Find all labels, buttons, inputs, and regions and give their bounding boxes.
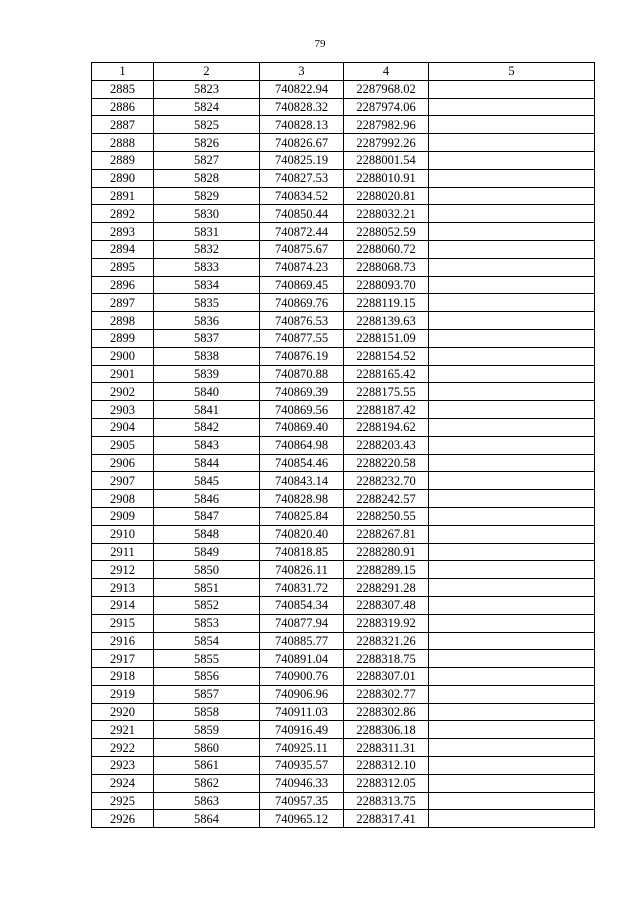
table-cell-col-1: 2912 xyxy=(92,561,154,579)
table-cell-col-1: 2898 xyxy=(92,312,154,330)
table-cell-col-5 xyxy=(429,721,595,739)
table-cell-col-4: 2288289.15 xyxy=(344,561,429,579)
table-row xyxy=(92,507,595,525)
table-row xyxy=(92,632,595,650)
table-cell-col-2: 5842 xyxy=(154,418,260,436)
table-cell-col-1: 2888 xyxy=(92,134,154,152)
table-row xyxy=(92,401,595,419)
table-cell-col-1: 2889 xyxy=(92,151,154,169)
table-cell-col-3: 740827.53 xyxy=(260,169,344,187)
table-cell-col-4: 2288280.91 xyxy=(344,543,429,561)
table-row xyxy=(92,98,595,116)
table-row xyxy=(92,294,595,312)
table-cell-col-1: 2909 xyxy=(92,507,154,525)
table-cell-col-4: 2288119.15 xyxy=(344,294,429,312)
table-cell-col-4: 2288250.55 xyxy=(344,507,429,525)
table-cell-col-5 xyxy=(429,134,595,152)
table-cell-col-3: 740825.19 xyxy=(260,151,344,169)
table-cell-col-4: 2288319.92 xyxy=(344,614,429,632)
table-row xyxy=(92,436,595,454)
table-cell-col-5 xyxy=(429,151,595,169)
table-cell-col-3: 740831.72 xyxy=(260,579,344,597)
table-cell-col-2: 5830 xyxy=(154,205,260,223)
table-cell-col-5 xyxy=(429,98,595,116)
table-cell-col-1: 2897 xyxy=(92,294,154,312)
table-row xyxy=(92,383,595,401)
table-header-row xyxy=(92,63,595,81)
table-cell-col-5 xyxy=(429,116,595,134)
table-row xyxy=(92,650,595,668)
table-cell-col-1: 2924 xyxy=(92,774,154,792)
table-cell-col-5 xyxy=(429,703,595,721)
table-row xyxy=(92,703,595,721)
table-cell-col-2: 5852 xyxy=(154,596,260,614)
table-row xyxy=(92,312,595,330)
table-cell-col-3: 740843.14 xyxy=(260,472,344,490)
table-cell-col-5 xyxy=(429,507,595,525)
table-cell-col-2: 5862 xyxy=(154,774,260,792)
table-cell-col-5 xyxy=(429,312,595,330)
table-row xyxy=(92,472,595,490)
table-cell-col-4: 2288032.21 xyxy=(344,205,429,223)
table-cell-col-5 xyxy=(429,329,595,347)
table-cell-col-5 xyxy=(429,650,595,668)
table-cell-col-4: 2288312.05 xyxy=(344,774,429,792)
table-cell-col-2: 5841 xyxy=(154,401,260,419)
table-cell-col-1: 2890 xyxy=(92,169,154,187)
table-cell-col-3: 740885.77 xyxy=(260,632,344,650)
table-cell-col-3: 740869.39 xyxy=(260,383,344,401)
table-cell-col-4: 2288020.81 xyxy=(344,187,429,205)
table-cell-col-5 xyxy=(429,401,595,419)
table-row xyxy=(92,347,595,365)
table-cell-col-2: 5855 xyxy=(154,650,260,668)
table-cell-col-1: 2885 xyxy=(92,80,154,98)
table-cell-col-4: 2288306.18 xyxy=(344,721,429,739)
table-cell-col-5 xyxy=(429,614,595,632)
table-row xyxy=(92,418,595,436)
coordinates-table xyxy=(91,62,595,828)
table-cell-col-1: 2901 xyxy=(92,365,154,383)
page-number: 79 xyxy=(314,38,326,50)
table-cell-col-2: 5860 xyxy=(154,739,260,757)
table-cell-col-1: 2910 xyxy=(92,525,154,543)
table-cell-col-2: 5861 xyxy=(154,757,260,775)
table-cell-col-5 xyxy=(429,436,595,454)
table-cell-col-2: 5845 xyxy=(154,472,260,490)
table-row xyxy=(92,240,595,258)
table-cell-col-3: 740876.19 xyxy=(260,347,344,365)
table-cell-col-4: 2288307.48 xyxy=(344,596,429,614)
table-cell-col-3: 740911.03 xyxy=(260,703,344,721)
table-cell-col-2: 5851 xyxy=(154,579,260,597)
column-header-2: 2 xyxy=(154,63,260,81)
table-row xyxy=(92,757,595,775)
table-cell-col-2: 5825 xyxy=(154,116,260,134)
table-cell-col-2: 5846 xyxy=(154,490,260,508)
table-cell-col-5 xyxy=(429,774,595,792)
table-cell-col-2: 5833 xyxy=(154,258,260,276)
table-cell-col-5 xyxy=(429,810,595,828)
table-cell-col-3: 740877.55 xyxy=(260,329,344,347)
table-row xyxy=(92,187,595,205)
table-cell-col-4: 2288151.09 xyxy=(344,329,429,347)
table-cell-col-3: 740877.94 xyxy=(260,614,344,632)
table-cell-col-4: 2288291.28 xyxy=(344,579,429,597)
table-cell-col-1: 2919 xyxy=(92,685,154,703)
table-cell-col-5 xyxy=(429,525,595,543)
table-cell-col-2: 5827 xyxy=(154,151,260,169)
table-cell-col-2: 5850 xyxy=(154,561,260,579)
table-row xyxy=(92,134,595,152)
table-cell-col-4: 2288242.57 xyxy=(344,490,429,508)
table-cell-col-5 xyxy=(429,668,595,686)
table-cell-col-5 xyxy=(429,561,595,579)
table-cell-col-5 xyxy=(429,205,595,223)
table-cell-col-5 xyxy=(429,240,595,258)
table-cell-col-3: 740900.76 xyxy=(260,668,344,686)
table-cell-col-3: 740872.44 xyxy=(260,223,344,241)
table-cell-col-3: 740834.52 xyxy=(260,187,344,205)
table-cell-col-1: 2902 xyxy=(92,383,154,401)
table-cell-col-3: 740870.88 xyxy=(260,365,344,383)
table-row xyxy=(92,258,595,276)
table-cell-col-5 xyxy=(429,347,595,365)
table-cell-col-3: 740854.46 xyxy=(260,454,344,472)
table-cell-col-5 xyxy=(429,169,595,187)
table-cell-col-2: 5826 xyxy=(154,134,260,152)
table-cell-col-4: 2288267.81 xyxy=(344,525,429,543)
table-cell-col-5 xyxy=(429,418,595,436)
table-cell-col-4: 2288165.42 xyxy=(344,365,429,383)
table-cell-col-3: 740906.96 xyxy=(260,685,344,703)
table-cell-col-2: 5840 xyxy=(154,383,260,401)
table-cell-col-3: 740925.11 xyxy=(260,739,344,757)
table-cell-col-4: 2287992.26 xyxy=(344,134,429,152)
table-cell-col-3: 740828.98 xyxy=(260,490,344,508)
table-cell-col-4: 2288093.70 xyxy=(344,276,429,294)
table-cell-col-5 xyxy=(429,792,595,810)
table-cell-col-5 xyxy=(429,757,595,775)
table-cell-col-5 xyxy=(429,294,595,312)
table-cell-col-4: 2288318.75 xyxy=(344,650,429,668)
table-cell-col-5 xyxy=(429,223,595,241)
table-cell-col-4: 2287974.06 xyxy=(344,98,429,116)
table-cell-col-4: 2288302.77 xyxy=(344,685,429,703)
table-cell-col-5 xyxy=(429,365,595,383)
table-cell-col-1: 2925 xyxy=(92,792,154,810)
table-cell-col-1: 2918 xyxy=(92,668,154,686)
table-cell-col-1: 2908 xyxy=(92,490,154,508)
table-cell-col-4: 2288307.01 xyxy=(344,668,429,686)
table-cell-col-5 xyxy=(429,596,595,614)
table-cell-col-4: 2288187.42 xyxy=(344,401,429,419)
table-cell-col-1: 2895 xyxy=(92,258,154,276)
table-cell-col-1: 2906 xyxy=(92,454,154,472)
table-cell-col-3: 740916.49 xyxy=(260,721,344,739)
table-cell-col-2: 5854 xyxy=(154,632,260,650)
table-cell-col-3: 740869.56 xyxy=(260,401,344,419)
table-cell-col-2: 5829 xyxy=(154,187,260,205)
table-cell-col-1: 2911 xyxy=(92,543,154,561)
table-row xyxy=(92,365,595,383)
table-row xyxy=(92,792,595,810)
table-cell-col-2: 5824 xyxy=(154,98,260,116)
table-cell-col-5 xyxy=(429,632,595,650)
table-cell-col-5 xyxy=(429,80,595,98)
table-cell-col-3: 740957.35 xyxy=(260,792,344,810)
table-cell-col-3: 740825.84 xyxy=(260,507,344,525)
table-cell-col-1: 2926 xyxy=(92,810,154,828)
table-row xyxy=(92,329,595,347)
table-cell-col-2: 5848 xyxy=(154,525,260,543)
table-cell-col-3: 740854.34 xyxy=(260,596,344,614)
table-cell-col-2: 5858 xyxy=(154,703,260,721)
column-header-1: 1 xyxy=(92,63,154,81)
table-cell-col-2: 5849 xyxy=(154,543,260,561)
table-row xyxy=(92,810,595,828)
column-header-5: 5 xyxy=(429,63,595,81)
column-header-3: 3 xyxy=(260,63,344,81)
table-cell-col-4: 2288068.73 xyxy=(344,258,429,276)
table-cell-col-1: 2893 xyxy=(92,223,154,241)
table-cell-col-2: 5843 xyxy=(154,436,260,454)
table-cell-col-3: 740850.44 xyxy=(260,205,344,223)
table-cell-col-4: 2288052.59 xyxy=(344,223,429,241)
table-cell-col-2: 5832 xyxy=(154,240,260,258)
table-cell-col-3: 740828.13 xyxy=(260,116,344,134)
table-row xyxy=(92,169,595,187)
table-cell-col-4: 2288220.58 xyxy=(344,454,429,472)
table-row xyxy=(92,596,595,614)
table-row xyxy=(92,614,595,632)
table-cell-col-5 xyxy=(429,685,595,703)
table-cell-col-2: 5838 xyxy=(154,347,260,365)
table-cell-col-4: 2288175.55 xyxy=(344,383,429,401)
table-row xyxy=(92,739,595,757)
table-cell-col-1: 2896 xyxy=(92,276,154,294)
table-cell-col-1: 2915 xyxy=(92,614,154,632)
table-cell-col-3: 740869.76 xyxy=(260,294,344,312)
table-cell-col-4: 2288313.75 xyxy=(344,792,429,810)
table-body xyxy=(92,80,595,827)
table-row xyxy=(92,561,595,579)
table-row xyxy=(92,223,595,241)
table-cell-col-4: 2288312.10 xyxy=(344,757,429,775)
table-cell-col-1: 2891 xyxy=(92,187,154,205)
table-cell-col-4: 2288194.62 xyxy=(344,418,429,436)
table-row xyxy=(92,151,595,169)
table-cell-col-2: 5856 xyxy=(154,668,260,686)
table-cell-col-1: 2899 xyxy=(92,329,154,347)
table-cell-col-1: 2894 xyxy=(92,240,154,258)
table-cell-col-4: 2288001.54 xyxy=(344,151,429,169)
table-cell-col-4: 2288232.70 xyxy=(344,472,429,490)
table-cell-col-3: 740828.32 xyxy=(260,98,344,116)
table-cell-col-1: 2892 xyxy=(92,205,154,223)
table-cell-col-1: 2900 xyxy=(92,347,154,365)
table-cell-col-2: 5857 xyxy=(154,685,260,703)
table-cell-col-1: 2916 xyxy=(92,632,154,650)
table-cell-col-3: 740820.40 xyxy=(260,525,344,543)
table-row xyxy=(92,543,595,561)
table-cell-col-1: 2921 xyxy=(92,721,154,739)
table-cell-col-2: 5847 xyxy=(154,507,260,525)
table-cell-col-4: 2288311.31 xyxy=(344,739,429,757)
table-row xyxy=(92,579,595,597)
table-row xyxy=(92,454,595,472)
table-cell-col-2: 5836 xyxy=(154,312,260,330)
table-cell-col-3: 740875.67 xyxy=(260,240,344,258)
table-row xyxy=(92,774,595,792)
table-cell-col-2: 5831 xyxy=(154,223,260,241)
table-cell-col-4: 2288060.72 xyxy=(344,240,429,258)
table-row xyxy=(92,685,595,703)
table-cell-col-5 xyxy=(429,490,595,508)
table-cell-col-4: 2288154.52 xyxy=(344,347,429,365)
table-cell-col-3: 740876.53 xyxy=(260,312,344,330)
table-cell-col-1: 2917 xyxy=(92,650,154,668)
table-cell-col-1: 2913 xyxy=(92,579,154,597)
table-cell-col-5 xyxy=(429,579,595,597)
table-cell-col-4: 2288302.86 xyxy=(344,703,429,721)
table-cell-col-3: 740935.57 xyxy=(260,757,344,775)
table-row xyxy=(92,721,595,739)
table-row xyxy=(92,525,595,543)
table-row xyxy=(92,205,595,223)
table-cell-col-3: 740965.12 xyxy=(260,810,344,828)
table-cell-col-3: 740874.23 xyxy=(260,258,344,276)
table-cell-col-1: 2920 xyxy=(92,703,154,721)
table-cell-col-4: 2287968.02 xyxy=(344,80,429,98)
table-row xyxy=(92,276,595,294)
table-cell-col-5 xyxy=(429,276,595,294)
table-cell-col-5 xyxy=(429,543,595,561)
table-cell-col-2: 5837 xyxy=(154,329,260,347)
table-cell-col-2: 5864 xyxy=(154,810,260,828)
table-cell-col-2: 5859 xyxy=(154,721,260,739)
table-cell-col-2: 5835 xyxy=(154,294,260,312)
table-cell-col-3: 740826.11 xyxy=(260,561,344,579)
table-cell-col-4: 2288010.91 xyxy=(344,169,429,187)
table-cell-col-1: 2914 xyxy=(92,596,154,614)
table-cell-col-1: 2887 xyxy=(92,116,154,134)
table-cell-col-1: 2922 xyxy=(92,739,154,757)
table-cell-col-1: 2904 xyxy=(92,418,154,436)
table-cell-col-2: 5839 xyxy=(154,365,260,383)
table-cell-col-3: 740864.98 xyxy=(260,436,344,454)
table-row xyxy=(92,80,595,98)
table-cell-col-2: 5853 xyxy=(154,614,260,632)
table-cell-col-2: 5863 xyxy=(154,792,260,810)
table-cell-col-4: 2287982.96 xyxy=(344,116,429,134)
table-row xyxy=(92,668,595,686)
table-cell-col-2: 5844 xyxy=(154,454,260,472)
table-cell-col-2: 5828 xyxy=(154,169,260,187)
table-cell-col-5 xyxy=(429,187,595,205)
table-cell-col-3: 740822.94 xyxy=(260,80,344,98)
table-cell-col-5 xyxy=(429,454,595,472)
table-cell-col-4: 2288203.43 xyxy=(344,436,429,454)
table-cell-col-3: 740818.85 xyxy=(260,543,344,561)
column-header-4: 4 xyxy=(344,63,429,81)
table-cell-col-4: 2288321.26 xyxy=(344,632,429,650)
table-cell-col-1: 2905 xyxy=(92,436,154,454)
table-cell-col-1: 2923 xyxy=(92,757,154,775)
table-cell-col-3: 740869.40 xyxy=(260,418,344,436)
table-cell-col-3: 740869.45 xyxy=(260,276,344,294)
table-cell-col-5 xyxy=(429,258,595,276)
table-cell-col-5 xyxy=(429,739,595,757)
table-cell-col-3: 740891.04 xyxy=(260,650,344,668)
table-row xyxy=(92,116,595,134)
table-cell-col-3: 740946.33 xyxy=(260,774,344,792)
table-cell-col-1: 2903 xyxy=(92,401,154,419)
table-cell-col-1: 2907 xyxy=(92,472,154,490)
table-cell-col-3: 740826.67 xyxy=(260,134,344,152)
table-cell-col-2: 5834 xyxy=(154,276,260,294)
table-cell-col-4: 2288139.63 xyxy=(344,312,429,330)
table-cell-col-4: 2288317.41 xyxy=(344,810,429,828)
table-cell-col-1: 2886 xyxy=(92,98,154,116)
table-cell-col-5 xyxy=(429,472,595,490)
table-cell-col-2: 5823 xyxy=(154,80,260,98)
table-cell-col-5 xyxy=(429,383,595,401)
table-row xyxy=(92,490,595,508)
